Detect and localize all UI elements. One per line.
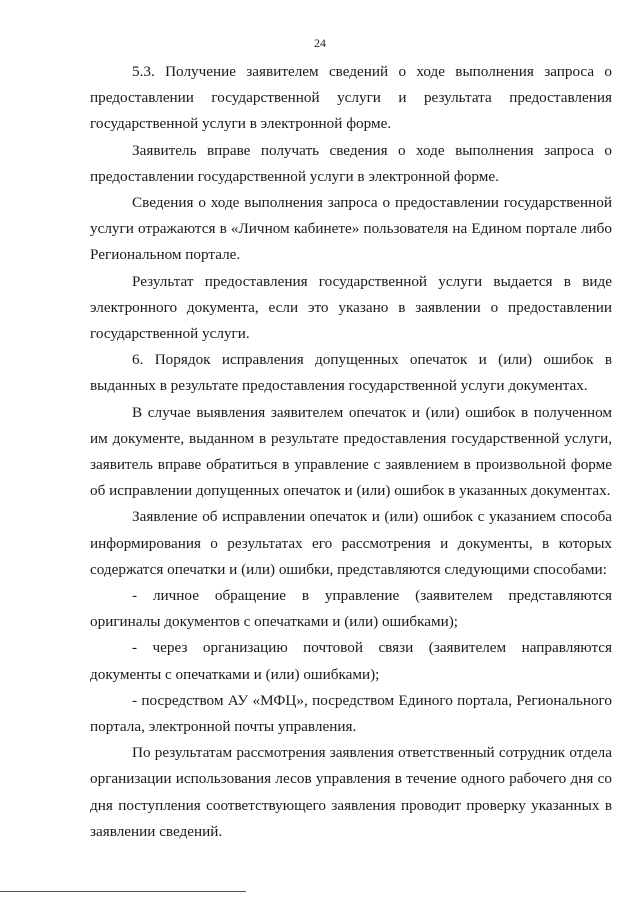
paragraph-application-methods: Заявление об исправлении опечаток и (или) ошибок с указанием способа информирования о результатах его рассмотрения и документы, в которых содержатся опечатки и (или) ошибки, представляются следующими способами:: [90, 508, 612, 578]
list-item-mfc-portal: - посредством АУ «МФЦ», посредством Единого портала, Регионального портала, электронной почты управления.: [90, 691, 612, 736]
paragraph-personal-cabinet: Сведения о ходе выполнения запроса о предоставлении государственной услуги отражаются в «Личном кабинете» пользователя на Едином портале либо Региональном портале.: [90, 194, 612, 264]
footer-divider: [0, 891, 246, 892]
paragraph-result-electronic: Результат предоставления государственной услуги выдается в виде электронного документа, если это указано в заявлении о предоставлении государственной услуги.: [90, 272, 612, 343]
paragraph-review-results: По результатам рассмотрения заявления ответственный сотрудник отдела организации использования лесов управления в течение одного рабочего дня со дня поступления соответствующего заявления проводит проверку указанных в заявлении сведений.: [90, 744, 612, 840]
page-number: 24: [314, 36, 326, 50]
paragraph-errors-found: В случае выявления заявителем опечаток и (или) ошибок в полученном им документе, выданном в результате предоставления государственной услуги, заявитель вправе обратиться в управление с заявлением в произвольной форме об исправлении допущенных опечаток и (или) ошибок в указанных документах.: [90, 403, 612, 500]
list-item-postal: - через организацию почтовой связи (заявителем направляются документы с опечатками и (или) ошибками);: [90, 639, 612, 683]
paragraph-5-3-heading: 5.3. Получение заявителем сведений о ходе выполнения запроса о предоставлении государственной услуги и результата предоставления государственной услуги в электронной форме.: [90, 63, 612, 133]
paragraph-6-heading: 6. Порядок исправления допущенных опечаток и (или) ошибок в выданных в результате предоставления государственной услуги документах.: [90, 351, 612, 395]
document-body: [90, 59, 612, 845]
paragraph-applicant-right: Заявитель вправе получать сведения о ходе выполнения запроса о предоставлении государственной услуги в электронной форме.: [90, 141, 612, 185]
list-item-personal-visit: - личное обращение в управление (заявителем представляются оригиналы документов с опечатками и (или) ошибками);: [90, 587, 612, 631]
